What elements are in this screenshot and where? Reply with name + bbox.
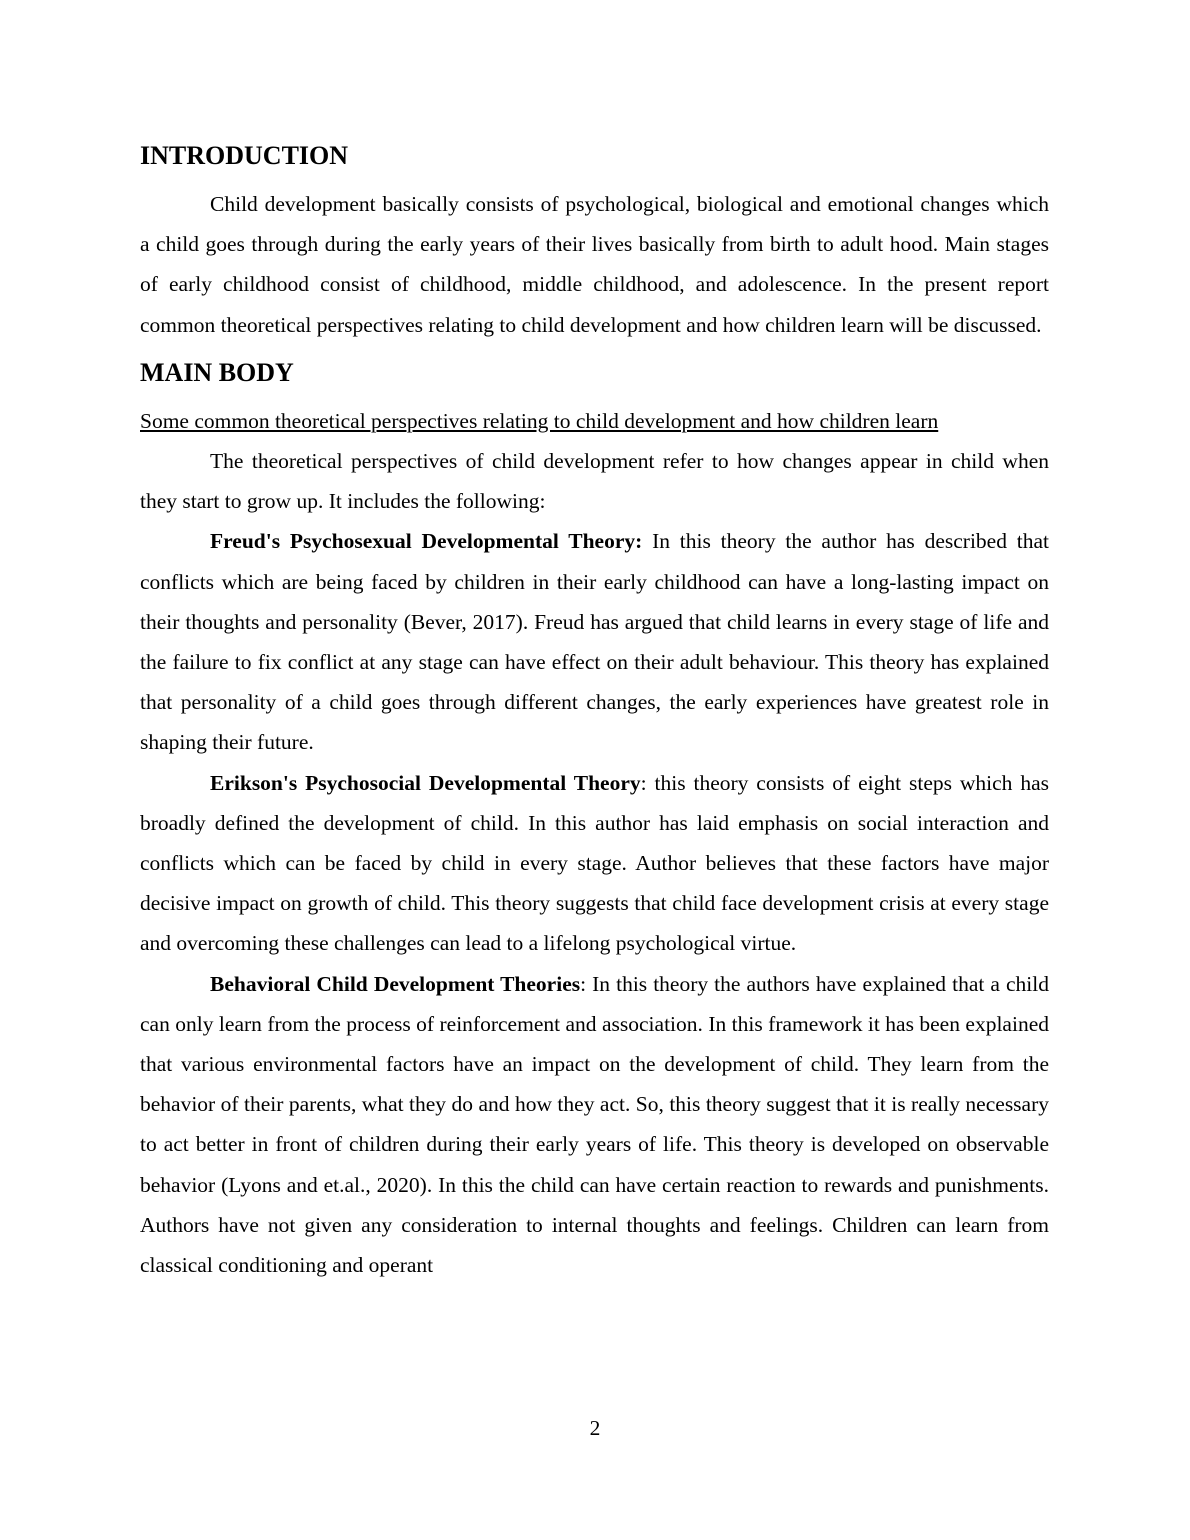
behavioral-term: Behavioral Child Development Theories [210, 971, 581, 996]
perspectives-paragraph: The theoretical perspectives of child development refer to how changes appear in child when they start to grow up. It includes the following: [140, 449, 1049, 514]
main-body-heading: MAIN BODY [140, 357, 294, 387]
page-number: 2 [589, 1416, 601, 1440]
introduction-heading: INTRODUCTION [140, 141, 349, 170]
erikson-text: : this theory consists of eight steps which has broadly defined the development of child. In this author has laid emphasis on social interaction and conflicts which can be faced by child in every stage. Author believes that these factors have major decisive impact on growth of child. This theory suggests that child face development crisis at every stage and overcoming these challenges can lead to a lifelong psychological virtue. [140, 770, 1049, 956]
erikson-term: Erikson's Psychosocial Developmental Theory [210, 770, 641, 795]
freud-text: In this theory the author has described that conflicts which are being faced by children in their early childhood can have a long-lasting impact on their thoughts and personality (Bever, 2017). Freud has argued that child learns in every stage of life and the failure to fix conflict at any stage can have effect on their adult behaviour. This theory has explained that personality of a child goes through different changes, the early experiences have greatest role in shaping their future. [140, 529, 1049, 755]
freud-paragraph [140, 521, 1049, 762]
section-subheading: Some common theoretical perspectives relating to child development and how children learn [140, 408, 939, 433]
introduction-paragraph: Child development basically consists of psychological, biological and emotional changes which a child goes through during the early years of their lives basically from birth to adult hood. Main stages of early childhood consist of childhood, middle childhood, and adolescence. In the present report common theoretical perspectives relating to child development and how children learn will be discussed. [140, 192, 1049, 337]
behavioral-paragraph [140, 964, 1049, 1286]
erikson-paragraph [140, 763, 1049, 964]
behavioral-text: : In this theory the authors have explained that a child can only learn from the process of reinforcement and association. In this framework it has been explained that various environmental factors have an impact on the development of child. They learn from the behavior of their parents, what they do and how they act. So, this theory suggest that it is really necessary to act better in front of children during their early years of life. This theory is developed on observable behavior (Lyons and et.al., 2020). In this the child can have certain reaction to rewards and punishments. Authors have not given any consideration to internal thoughts and feelings. Children can learn from classical conditioning and operant [140, 971, 1049, 1278]
freud-term: Freud's Psychosexual Developmental Theory: [210, 529, 643, 554]
document-body [140, 138, 1049, 1285]
